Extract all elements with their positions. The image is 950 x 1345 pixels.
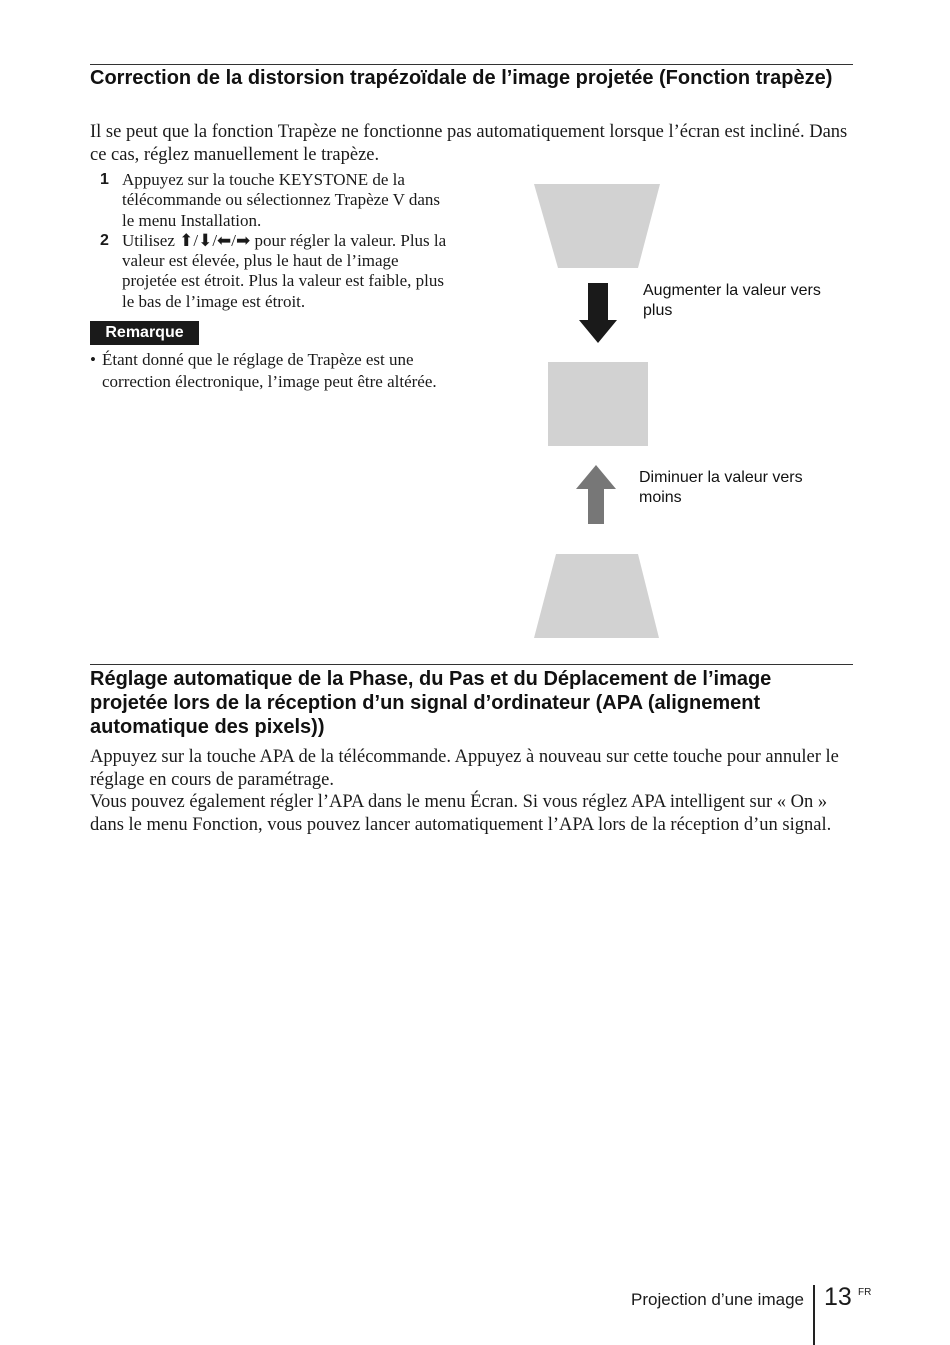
- step-number: 1: [100, 171, 109, 188]
- step-text: Utilisez ⬆/⬇/⬅/➡ pour régler la valeur. Plus la valeur est élevée, plus le haut de l’image projetée est étroit. Plus la valeur est faible, plus le bas de l’image est étroit.: [122, 230, 447, 311]
- step-number: 2: [100, 231, 109, 249]
- step-text: Appuyez sur la touche KEYSTONE de la télécommande ou sélectionnez Trapèze V dans le menu Installation.: [122, 170, 441, 230]
- section-rule-top: [90, 64, 853, 65]
- page-language-code: FR: [858, 1287, 872, 1298]
- caption-increase: Augmenter la valeur vers plus: [643, 282, 821, 319]
- caption-decrease: Diminuer la valeur vers moins: [639, 469, 803, 506]
- arrow-up-icon: [576, 465, 616, 524]
- footer-section-title: Projection d’une image: [631, 1290, 804, 1309]
- section-rule-apa: [90, 664, 853, 665]
- arrow-down-icon: [579, 283, 617, 343]
- apa-paragraph-2: Vous pouvez également régler l’APA dans le menu Écran. Si vous réglez APA intelligent sur « On » dans le menu Fonction, vous pouvez lancer automatiquement l’APA lors de la réception d’un signal.: [90, 792, 832, 835]
- keystone-steps: [100, 170, 450, 312]
- step-item: [100, 231, 450, 312]
- keystone-intro: Il se peut que la fonction Trapèze ne fonctionne pas automatiquement lorsque l’écran est incliné. Dans ce cas, réglez manuellement le trapèze.: [90, 122, 848, 165]
- note-bullet: •: [90, 350, 96, 369]
- keystone-diagram: [520, 180, 820, 640]
- apa-paragraph-1: Appuyez sur la touche APA de la télécommande. Appuyez à nouveau sur cette touche pour annuler le réglage en cours de paramétrage.: [90, 747, 839, 790]
- trapezoid-top-narrow-bottom: [534, 184, 660, 268]
- note: [90, 349, 440, 392]
- section-heading-keystone: Correction de la distorsion trapézoïdale de l’image projetée (Fonction trapèze): [90, 67, 833, 89]
- rectangle-neutral: [548, 362, 648, 446]
- note-text: Étant donné que le réglage de Trapèze est une correction électronique, l’image peut être altérée.: [102, 350, 437, 391]
- section-heading-apa: Réglage automatique de la Phase, du Pas et du Déplacement de l’image projetée lors de la réception d’un signal d’ordinateur (APA (alignement automatique des pixels)): [90, 668, 772, 738]
- trapezoid-bottom-narrow-top: [534, 554, 659, 638]
- footer-divider: [813, 1285, 815, 1345]
- step-item: [100, 170, 450, 231]
- note-badge: Remarque: [90, 321, 199, 345]
- page-number: 13: [824, 1283, 852, 1311]
